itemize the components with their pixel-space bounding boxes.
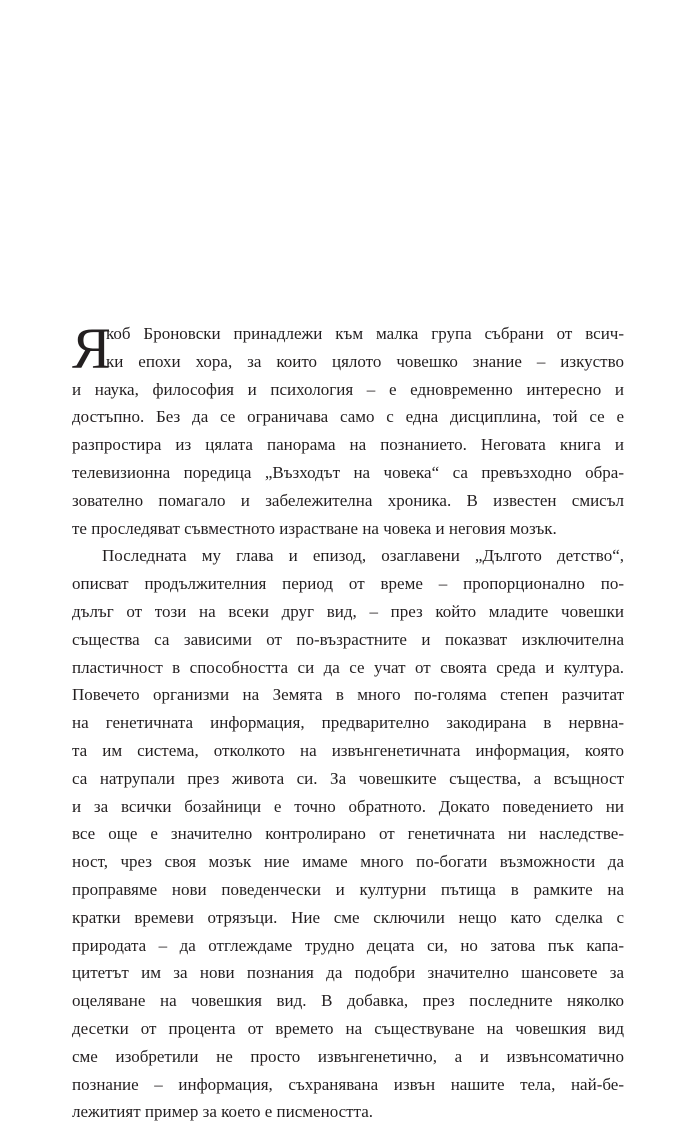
text-line: та им система, отколкото на извънгенетичната информация, която xyxy=(72,740,624,760)
text-line: ки епохи хора, за които цялото човешко знание – изкуство xyxy=(106,351,624,371)
text-line: лежитият пример за което е писмеността. xyxy=(72,1102,374,1122)
text-line: разпростира из цялата панорама на познанието. Неговата книга и xyxy=(72,435,624,455)
text-line: Последната му глава и епизод, озаглавени „Дългото детство“, xyxy=(102,546,624,566)
text-line: сме изобретили не просто извънгенетично, а и извънсоматично xyxy=(72,1046,624,1066)
text-line: кратки времеви отрязъци. Ние сме сключили нещо като сделка с xyxy=(72,907,624,927)
text-line: цитетът им за нови познания да подобри значително шансовете за xyxy=(72,963,624,983)
text-line: оцеляване на човешкия вид. В добавка, през последните няколко xyxy=(72,991,624,1011)
text-line: все още е значително контролирано от генетичната ни наследстве- xyxy=(72,824,624,844)
text-line: са натрупали през живота си. За човешките същества, а всъщност xyxy=(72,768,624,788)
text-line: Повечето организми на Земята в много по-голяма степен разчитат xyxy=(72,685,624,705)
text-line: ност, чрез своя мозък ние имаме много по-богати възможности да xyxy=(72,852,624,872)
text-line: те проследяват съвместното израстване на човека и неговия мозък. xyxy=(72,518,557,538)
body-text xyxy=(72,316,624,1126)
text-line: проправяме нови поведенчески и културни пътища в рамките на xyxy=(72,879,624,899)
paragraph-2 xyxy=(72,542,624,1126)
text-line: и наука, философия и психология – е едновременно интересно и xyxy=(72,379,624,399)
text-line: коб Броновски принадлежи към малка група събрани от всич- xyxy=(106,324,624,343)
text-line: и за всички бозайници е точно обратното. Докато поведението ни xyxy=(72,796,624,816)
text-line: достъпно. Без да се ограничава само с една дисциплина, той се е xyxy=(72,407,624,427)
text-line: пластичност в способността си да се учат от своята среда и култура. xyxy=(72,657,624,677)
text-line: дълъг от този на всеки друг вид, – през който младите човешки xyxy=(72,601,624,621)
text-line: на генетичната информация, предварително закодирана в нервна- xyxy=(72,713,624,733)
text-line: описват продължителния период от време – пропорционално по- xyxy=(72,574,624,594)
text-line: десетки от процента от времето на съществуване на човешкия вид xyxy=(72,1018,624,1038)
text-line: същества са зависими от по-възрастните и показват изключителна xyxy=(72,629,624,649)
text-line: телевизионна поредица „Възходът на човека“ са превъзходно обра- xyxy=(72,462,624,482)
drop-cap: Я xyxy=(72,316,111,381)
text-line: природата – да отглеждаме трудно децата си, но затова пък капа- xyxy=(72,935,624,955)
text-line: познание – информация, съхранявана извън нашите тела, най-бе- xyxy=(72,1074,624,1094)
paragraph-1 xyxy=(72,316,624,542)
text-line: зователно помагало и забележителна хроника. В известен смисъл xyxy=(72,490,624,510)
